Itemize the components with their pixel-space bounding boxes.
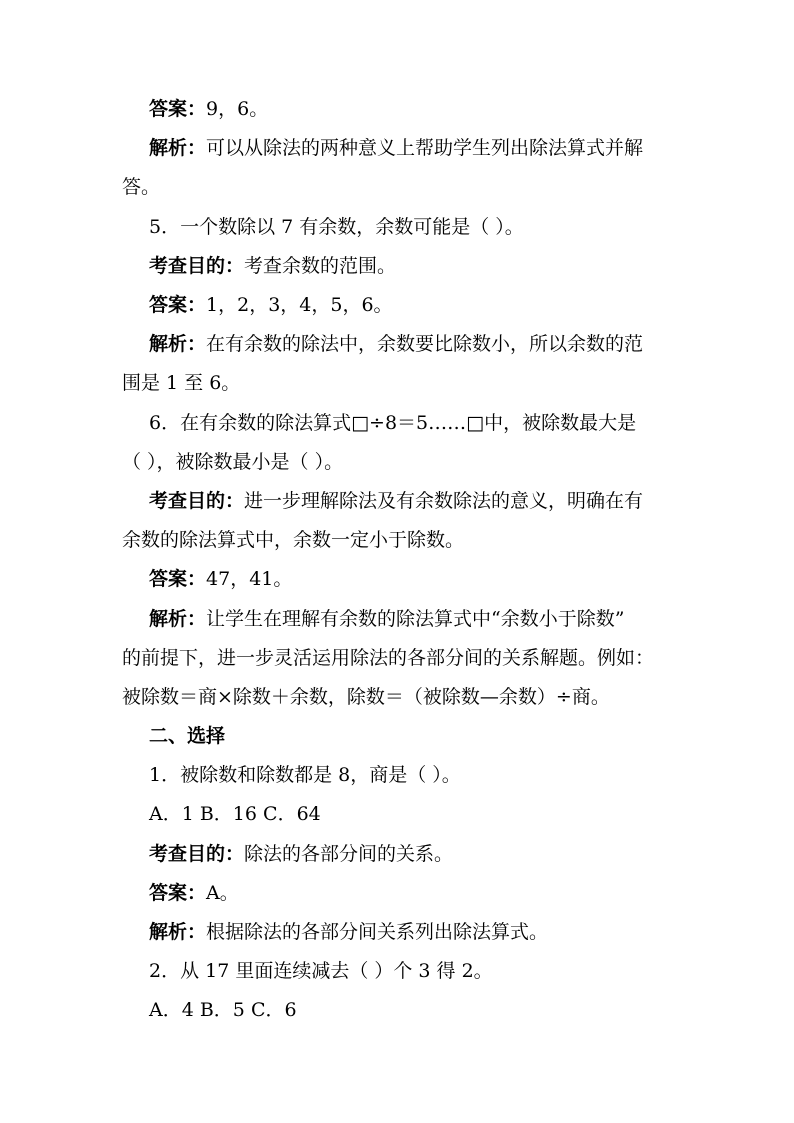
answer-line <box>149 566 292 592</box>
analysis-continuation <box>122 684 610 710</box>
analysis-line <box>149 331 643 357</box>
answer-text: 1，2，3，4，5，6。 <box>206 294 393 316</box>
continuation-text: 被除数＝商×除数＋余数，除数＝（被除数—余数）÷商。 <box>122 686 610 708</box>
options-text: A．4 B．5 C．6 <box>149 999 297 1021</box>
continuation-text: 答。 <box>122 176 161 198</box>
objective-text: 考查余数的范围。 <box>244 255 397 277</box>
question-text: 6．在有余数的除法算式□÷8＝5……□中，被除数最大是 <box>149 412 637 434</box>
analysis-text: 根据除法的各部分间关系列出除法算式。 <box>206 921 549 943</box>
question-5 <box>149 214 524 240</box>
answer-text: A。 <box>206 882 239 904</box>
objective-continuation <box>122 527 464 553</box>
continuation-text: 围是 1 至 6。 <box>122 372 241 394</box>
objective-line <box>149 488 643 514</box>
question-6-continuation <box>122 449 343 475</box>
choice-options <box>149 801 321 827</box>
analysis-label: 解析： <box>149 921 207 943</box>
question-text: 5．一个数除以 7 有余数，余数可能是（ ）。 <box>149 216 524 238</box>
section-heading <box>149 723 225 749</box>
analysis-text: 可以从除法的两种意义上帮助学生列出除法算式并解 <box>206 137 644 159</box>
analysis-text: 在有余数的除法中，余数要比除数小，所以余数的范 <box>206 333 644 355</box>
analysis-continuation <box>122 174 160 200</box>
objective-text: 进一步理解除法及有余数除法的意义，明确在有 <box>244 490 644 512</box>
analysis-label: 解析： <box>149 333 207 355</box>
objective-text: 除法的各部分间的关系。 <box>244 843 454 865</box>
objective-line <box>149 841 453 867</box>
analysis-text: 让学生在理解有余数的除法算式中“余数小于除数” <box>206 608 625 630</box>
analysis-line <box>149 606 624 632</box>
answer-label: 答案： <box>149 98 207 120</box>
objective-label: 考查目的： <box>149 843 245 865</box>
question-6 <box>149 410 636 436</box>
choice-question-1 <box>149 762 461 788</box>
answer-label: 答案： <box>149 568 207 590</box>
answer-label: 答案： <box>149 294 207 316</box>
analysis-line <box>149 919 548 945</box>
continuation-text: 的前提下，进一步灵活运用除法的各部分间的关系解题。例如： <box>122 647 655 669</box>
objective-line <box>149 253 396 279</box>
objective-label: 考查目的： <box>149 490 245 512</box>
options-text: A．1 B．16 C．64 <box>149 803 321 825</box>
analysis-continuation <box>122 370 240 396</box>
question-text: 1．被除数和除数都是 8，商是（ ）。 <box>149 764 461 786</box>
answer-line <box>149 96 268 122</box>
objective-label: 考查目的： <box>149 255 245 277</box>
analysis-label: 解析： <box>149 137 207 159</box>
question-text: 2．从 17 里面连续减去（ ）个 3 得 2。 <box>149 960 493 982</box>
section-title: 二、选择 <box>149 725 226 747</box>
answer-text: 47，41。 <box>206 568 293 590</box>
continuation-text: 余数的除法算式中，余数一定小于除数。 <box>122 529 465 551</box>
choice-question-2 <box>149 958 493 984</box>
choice-options <box>149 997 297 1023</box>
analysis-continuation <box>122 645 654 671</box>
answer-line <box>149 292 393 318</box>
answer-label: 答案： <box>149 882 207 904</box>
answer-text: 9，6。 <box>206 98 269 120</box>
analysis-label: 解析： <box>149 608 207 630</box>
continuation-text: （ ），被除数最小是（ ）。 <box>122 451 344 473</box>
answer-line <box>149 880 239 906</box>
analysis-line <box>149 135 643 161</box>
